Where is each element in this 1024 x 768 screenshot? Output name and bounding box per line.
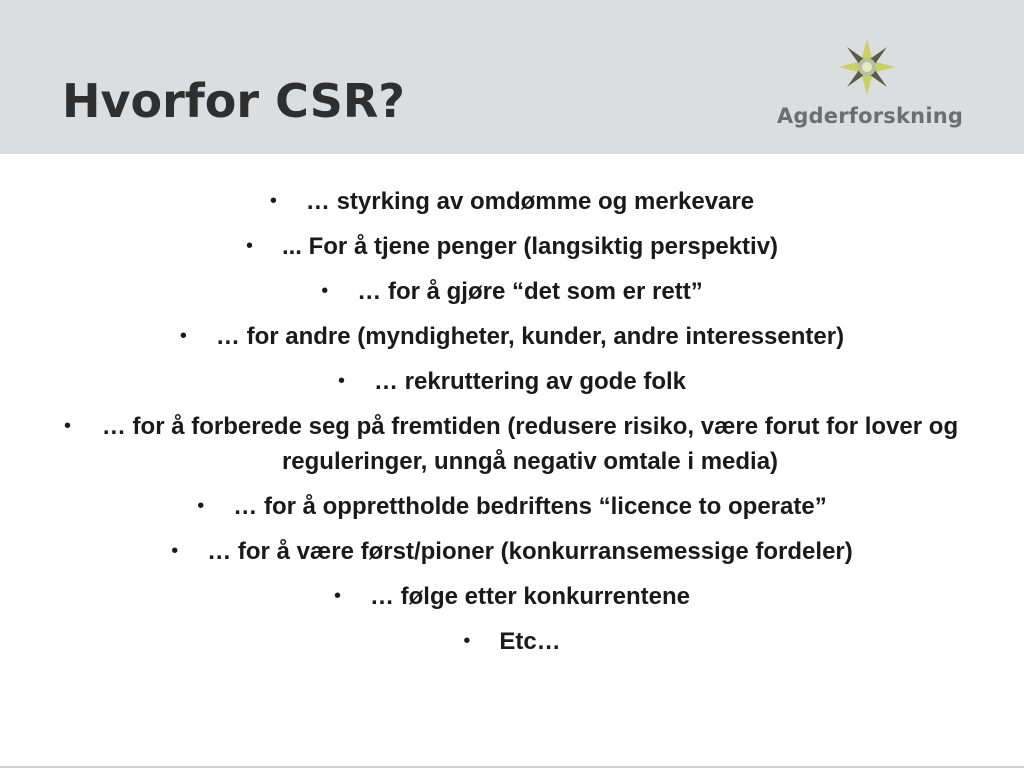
- logo-text: Agderforskning: [776, 104, 964, 128]
- bullet-item: [40, 229, 984, 264]
- bullet-text: … styrking av omdømme og merkevare: [305, 188, 755, 215]
- bullet-text: … for å være først/pioner (konkurransemessige fordeler): [207, 538, 853, 565]
- agderforskning-logo: [770, 38, 970, 138]
- bullet-item: [40, 274, 984, 309]
- bullet-marker: •: [269, 190, 277, 212]
- bullet-item: [40, 579, 984, 614]
- compass-star-icon: [838, 38, 896, 96]
- bullet-item: [40, 489, 984, 524]
- bullet-marker: •: [179, 325, 187, 347]
- bullet-text: Etc…: [499, 628, 561, 655]
- header-band: [0, 0, 1024, 154]
- bullet-item: [40, 534, 984, 569]
- bullet-item: [40, 184, 984, 219]
- bullet-marker: •: [171, 540, 179, 562]
- bullet-text: … rekruttering av gode folk: [373, 368, 687, 395]
- bullet-text: … for å gjøre “det som er rett”: [357, 278, 703, 305]
- bullet-text: … for å opprettholde bedriftens “licence to operate”: [233, 493, 827, 520]
- bullet-marker: •: [245, 235, 253, 257]
- bullet-text: ... For å tjene penger (langsiktig perspektiv): [281, 233, 779, 260]
- bullet-item: [40, 624, 984, 659]
- bullet-item: [40, 409, 984, 479]
- bullet-item: [40, 364, 984, 399]
- page-title: Hvorfor CSR?: [62, 74, 405, 128]
- bullet-text: … for å forberede seg på fremtiden (redusere risiko, være forut for lover og reguleringer, unngå negativ omtale i media): [101, 413, 959, 475]
- bullet-item: [40, 319, 984, 354]
- bullet-marker: •: [337, 370, 345, 392]
- bullet-list: [40, 184, 984, 669]
- bullet-marker: •: [64, 415, 72, 437]
- bullet-text: … for andre (myndigheter, kunder, andre interessenter): [215, 323, 845, 350]
- bullet-marker: •: [197, 495, 205, 517]
- bullet-marker: •: [321, 280, 329, 302]
- bullet-text: … følge etter konkurrentene: [369, 583, 691, 610]
- bullet-marker: •: [333, 585, 341, 607]
- bullet-marker: •: [463, 630, 471, 652]
